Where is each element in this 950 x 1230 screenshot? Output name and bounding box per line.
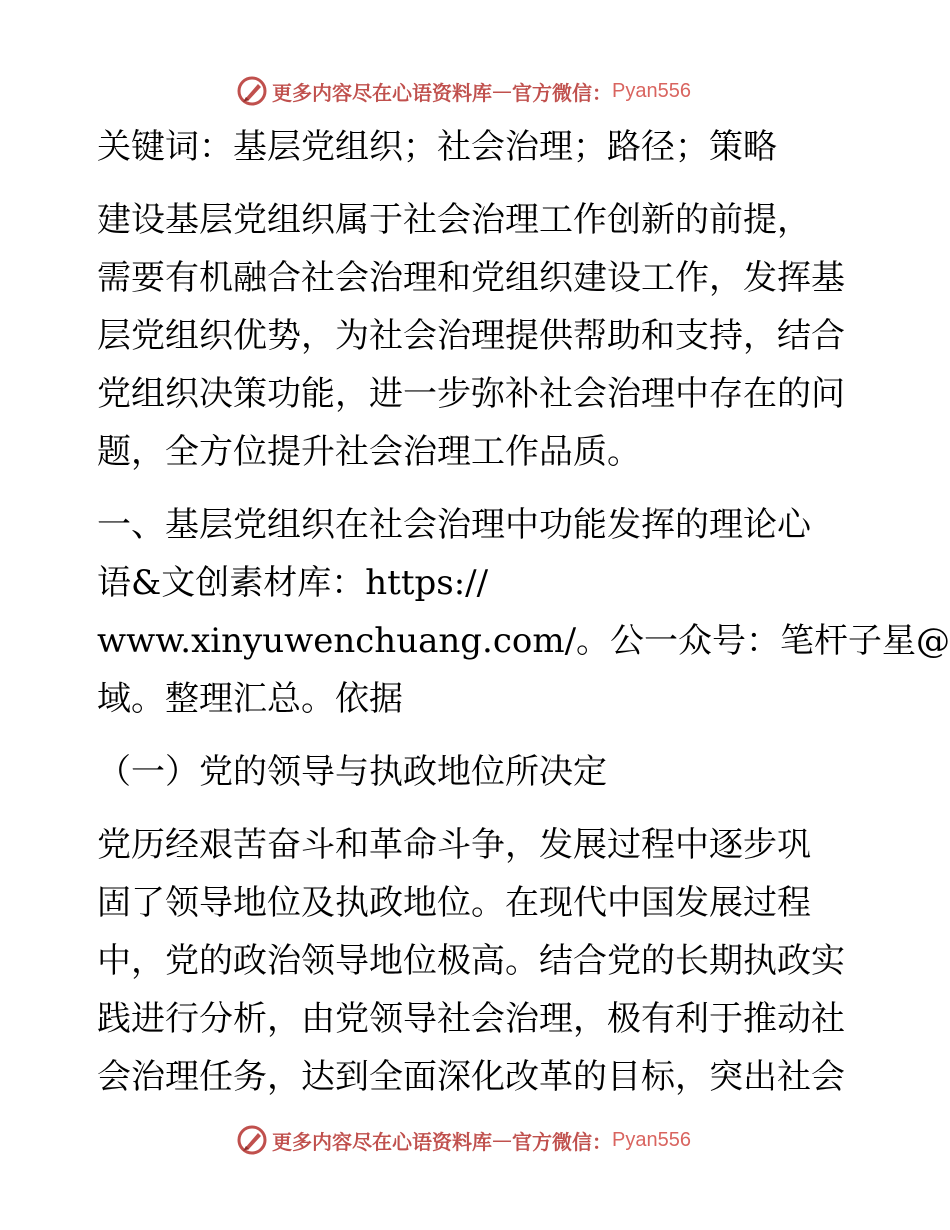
text-line: 语&文创素材库：https:// (97, 563, 489, 603)
footer-wechat-label: 官方微信： (512, 1129, 612, 1154)
header-wechat-label: 官方微信： (512, 80, 612, 105)
text-line: 域。整理汇总。依据 (97, 679, 403, 719)
footer-watermark-banner (236, 1124, 691, 1156)
quill-logo-icon (236, 1124, 268, 1156)
intro-paragraph (97, 191, 857, 481)
section-heading (97, 496, 950, 728)
text-line: 会治理任务，达到全面深化改革的目标，突出社会 (97, 1057, 845, 1097)
header-separator: — (492, 79, 512, 103)
text-line: 党组织决策功能，进一步弥补社会治理中存在的问 (97, 374, 845, 414)
text-line: 层党组织优势，为社会治理提供帮助和支持，结合 (97, 316, 845, 356)
text-line: 需要有机融合社会治理和党组织建设工作，发挥基 (97, 258, 845, 298)
footer-wechat-handle: Pyan556 (612, 1128, 691, 1151)
header-site-text: 更多内容尽在心语资料库 (272, 80, 492, 105)
text-line: 题，全方位提升社会治理工作品质。 (97, 432, 641, 472)
keywords-line: 关键词：基层党组织；社会治理；路径；策略 (97, 127, 777, 167)
text-line: 建设基层党组织属于社会治理工作创新的前提， (97, 200, 811, 240)
text-line: 固了领导地位及执政地位。在现代中国发展过程 (97, 883, 811, 923)
quill-logo-icon (236, 75, 268, 107)
text-line: 党历经艰苦奋斗和革命斗争，发展过程中逐步巩 (97, 825, 811, 865)
text-line: （一）党的领导与执政地位所决定 (97, 752, 607, 792)
header-wechat-handle: Pyan556 (612, 79, 691, 102)
keywords-paragraph (97, 118, 857, 176)
document-body (97, 118, 950, 1106)
text-line: www.xinyuwenchuang.com/。公一众号：笔杆子星@ (97, 621, 950, 661)
subsection-heading (97, 743, 857, 801)
text-line: 中，党的政治领导地位极高。结合党的长期执政实 (97, 941, 845, 981)
text-line: 践进行分析，由党领导社会治理，极有利于推动社 (97, 999, 845, 1039)
header-watermark-banner (236, 75, 691, 107)
text-line: 一、基层党组织在社会治理中功能发挥的理论心 (97, 505, 811, 545)
footer-site-text: 更多内容尽在心语资料库 (272, 1129, 492, 1154)
footer-separator: — (492, 1128, 512, 1152)
body-paragraph (97, 816, 857, 1106)
